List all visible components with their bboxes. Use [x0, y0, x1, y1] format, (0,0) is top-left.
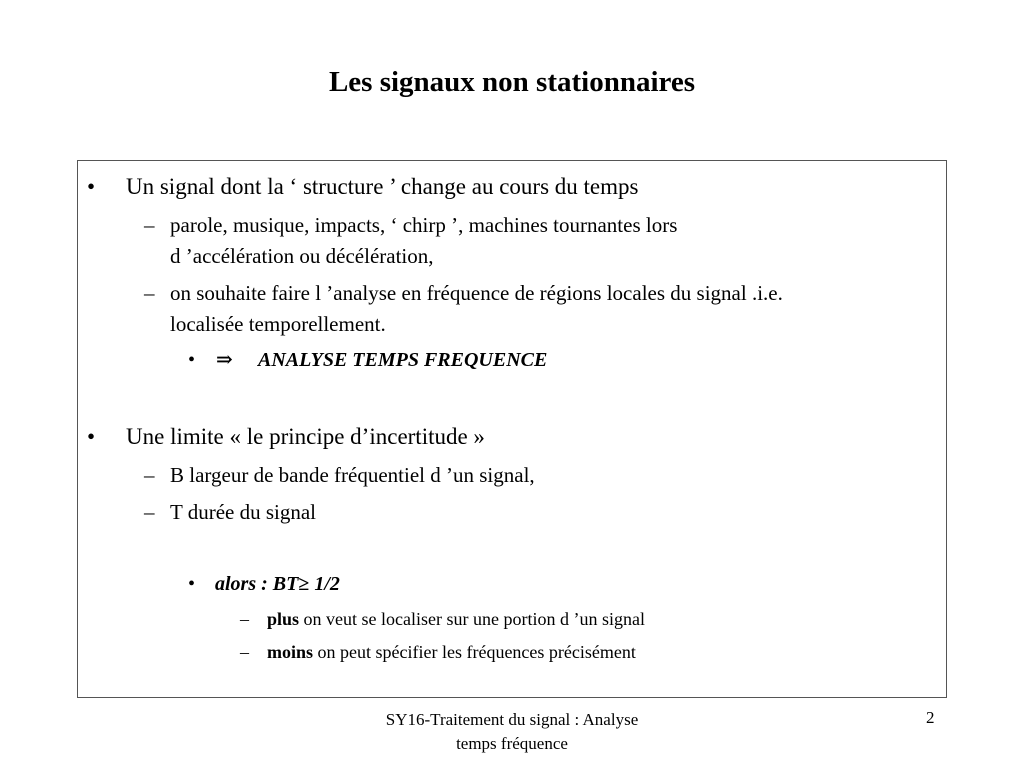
plus-keyword: plus [267, 609, 300, 629]
dash-marker: – [144, 463, 155, 487]
bullet-1-sub-2-line-1: on souhaite faire l ’analyse en fréquence de régions locales du signal .i.e. [170, 281, 783, 305]
dash-marker: – [144, 500, 155, 524]
greater-equal-symbol: ≥ [298, 573, 310, 595]
bullet-1-sub-1-line-1: parole, musique, impacts, ‘ chirp ’, machines tournantes lors [170, 213, 678, 237]
footer-line-2: temps fréquence [456, 734, 568, 753]
footer-line-1: SY16-Traitement du signal : Analyse [385, 710, 639, 729]
bullet-2-point-prefix: alors : BT [215, 573, 299, 595]
moins-rest: on peut spécifier les fréquences précisément [313, 642, 636, 662]
bullet-2-sub-2: T durée du signal [170, 500, 316, 524]
bullet-1-text: Un signal dont la ‘ structure ’ change au cours du temps [126, 174, 639, 199]
bullet-2-point-suffix: 1/2 [309, 573, 340, 595]
bullet-2-point-sub-2 [267, 642, 636, 663]
bullet-marker: • [87, 174, 96, 199]
moins-keyword: moins [267, 642, 314, 662]
slide-title: Les signaux non stationnaires [328, 66, 696, 98]
bullet-1-point: ANALYSE TEMPS FREQUENCE [258, 349, 548, 371]
footer [340, 708, 684, 756]
content-box [77, 160, 947, 698]
implies-arrow-icon: ⇒ [216, 349, 233, 371]
plus-rest: on veut se localiser sur une portion d ’un signal [299, 609, 645, 629]
bullet-marker: • [87, 424, 96, 449]
bullet-2-point [215, 573, 340, 596]
bullet-2-text: Une limite « le principe d’incertitude » [126, 424, 485, 449]
bullet-1-sub-2-line-2: localisée temporellement. [170, 312, 386, 336]
dash-marker: – [144, 213, 155, 237]
dash-marker: – [240, 642, 249, 662]
bullet-2-point-sub-1 [267, 609, 645, 630]
bullet-marker: • [188, 349, 196, 371]
dash-marker: – [144, 281, 155, 305]
bullet-marker: • [188, 573, 196, 595]
page-number: 2 [926, 708, 935, 727]
bullet-2-sub-1: B largeur de bande fréquentiel d ’un signal, [170, 463, 535, 487]
dash-marker: – [240, 609, 249, 629]
bullet-1-sub-1-line-2: d ’accélération ou décélération, [170, 244, 434, 268]
